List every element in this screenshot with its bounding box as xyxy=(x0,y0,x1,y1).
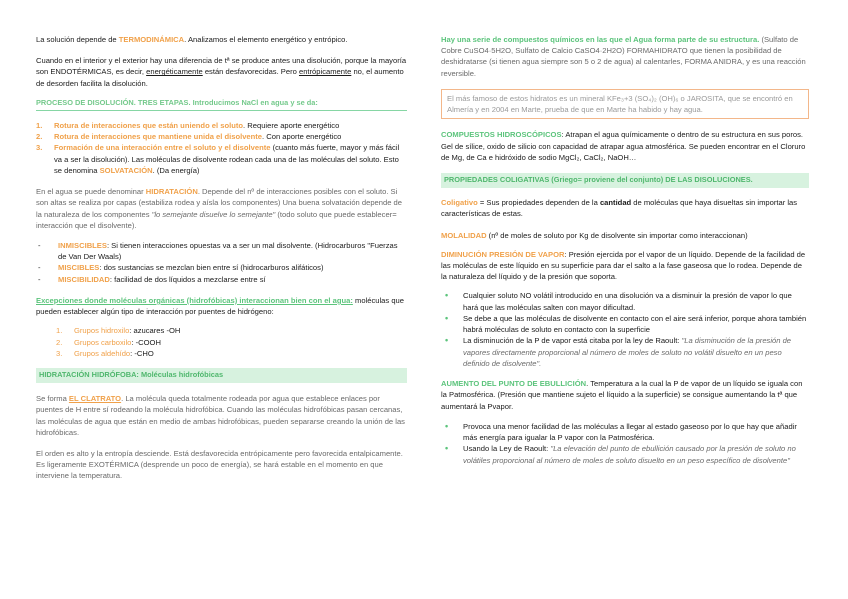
orden-paragraph: El orden es alto y la entropía desciende. Está desfavorecida entrópicamente pero favorecida entalpicamente. Es ligeramente EXOTÉRMICA (desprende un poco de energía), se hará estable en el momento en que interviene la temperatura. xyxy=(36,449,403,481)
list-item: 2. Grupos carboxilo: -COOH xyxy=(56,337,161,347)
molalidad-paragraph: MOLALIDAD (nº de moles de soluto por Kg de disolvente sin importar como interaccionan) xyxy=(441,230,748,240)
list-item: - INMISCIBLES: Si tienen interacciones opuestas va a ser un mal disolvente. (Hidrocarburos "Fuerzas de Van Der Waals) xyxy=(38,241,398,262)
jarosita-note-box: El más famoso de estos hidratos es un mineral KFe₃+3 (SO₄)₂ (OH)₆ o JAROSITA, que se encontró en Almería y en 2004 en Marte, prueba de que en Marte ha habido y hay agua. xyxy=(441,89,809,119)
higroscopicos-paragraph: COMPUESTOS HIDROSCÓPICOS: Atrapan el agua químicamente o dentro de su estructura en sus poros. Gel de sílice, oxido de silicio con capacidad de atrapar agua atmosférica. Se pueden encontrar en el Cloruro de Mg, de Ca e hidróxido de sodio MgCl₂, CaCl₂, NaOH… xyxy=(441,130,806,162)
grupos-list xyxy=(36,325,407,359)
list-item: - MISCIBILIDAD: facilidad de dos líquidos a mezclarse entre sí xyxy=(38,274,266,284)
ebullicion-paragraph: AUMENTO DEL PUNTO DE EBULLICIÓN. Temperatura a la cual la P de vapor de un líquido se iguala con la Patmosférica. (Presión que mantiene sujeto el líquido a la superficie) se consigue aumentando la tª que aumentará la Pvapor. xyxy=(441,379,803,411)
list-item: • Se debe a que las moléculas de disolvente en contacto con el aire será inferior, porque ahora también habrá moléculas de soluto en contacto con la superficie xyxy=(441,313,809,335)
left-column xyxy=(36,34,407,482)
list-item: • Provoca una menor facilidad de las moléculas a llegar al estado gaseoso por lo que hay que añadir más energía para igualar la P vapor con la Patmosférica. xyxy=(441,421,809,443)
coligativo-paragraph: Coligativo = Sus propiedades dependen de la cantidad de moléculas que haya disueltas sin importar las características de estas. xyxy=(441,198,798,219)
miscibility-list xyxy=(36,240,407,285)
list-item: 1. Grupos hidroxilo: azucares -OH xyxy=(56,326,181,336)
termodinamica-paragraph: La solución depende de TERMODINÁMICA. Analizamos el elemento energético y entrópico. xyxy=(36,35,348,44)
bullet-icon: • xyxy=(445,443,449,454)
list-item: • Cualquier soluto NO volátil introducido en una disolución va a disminuir la presión de vapor lo que hará que las moléculas salten con mayor dificultad. xyxy=(441,290,809,312)
excepciones-paragraph: Excepciones donde moléculas orgánicas (hidrofóbicas) interaccionan bien con el agua: moléculas que pueden establecer algún tipo de interacción por puentes de hidrógeno: xyxy=(36,295,404,317)
ebullicion-points-list xyxy=(441,421,809,466)
stage-item: 1. Rotura de interacciones que están uniendo el soluto. Requiere aporte energético xyxy=(36,120,340,130)
propiedades-coligativas-heading: PROPIEDADES COLIGATIVAS (Griego= proviene del conjunto) DE LAS DISOLUCIONES. xyxy=(441,173,809,188)
bullet-icon: • xyxy=(445,335,449,346)
presion-vapor-paragraph: DIMINUCIÓN PRESIÓN DE VAPOR: Presión ejercida por el vapor de un líquido. Depende de la facilidad de las moléculas de este líquido en su superficie para dar el salto a la fase gaseosa que lo rodea. Depende de la naturaleza del líquido y de la presión que soporta. xyxy=(441,249,806,282)
presion-points-list xyxy=(441,290,809,369)
clatrato-paragraph: Se forma EL CLATRATO. La molécula queda totalmente rodeada por agua que establece enlaces por puentes de H entre sí rodeando la molécula hidrofóbica. Cuando las moléculas hidrofóbicas pasan cercanas, las moléculas de agua que están en medio de ambas hidrofóbicas, pueden separarse creando la unión de las hidrofóbicas. xyxy=(36,394,405,437)
list-item: 3. Grupos aldehído: -CHO xyxy=(56,348,154,358)
hidratos-paragraph: Hay una serie de compuestos químicos en las que el Agua forma parte de su estructura. (Sulfato de Cobre CuSO4·5H2O, Sulfato de Calcio CaSO4·2H2O) FORMAHIDRATO que tienen la posibilidad de deshidratarse (si tienen agua siempre son 5 o 2 de agua) al calentarles, FORMA ANIDRA, y es una reacción reversible. xyxy=(441,35,806,78)
stage-item: 3. Formación de una interacción entre el soluto y el disolvente (cuanto más fuerte, mayor y más fácil va a ser la disolución). Las moléculas de disolvente rodean cada una de las moléculas del soluto. Esto se denomina SOLVATACIÓN. (Da energía) xyxy=(36,143,400,175)
hidratacion-paragraph: En el agua se puede denominar HIDRATACIÓN. Depende del nº de interacciones posibles con el soluto. Si son altas se realiza por capas (estabiliza rodea y aísla los componentes) Una buena solvatación depende de la naturaleza de los componentes "lo semejante disuelve lo semejante" (todo soluto que puede establecer= interacción que el disolvente). xyxy=(36,187,402,230)
list-item: - MISCIBLES: dos sustancias se mezclan bien entre sí (hidrocarburos alifáticos) xyxy=(38,263,324,273)
list-item: • La disminución de la P de vapor está citaba por la ley de Raoult: "La disminución de la presión de vapores directamente proporcional al número de moles de soluto no volátil disuelto en un peso definido de disolvente". xyxy=(441,335,809,369)
bullet-icon: • xyxy=(445,312,449,323)
endotermicas-paragraph: Cuando en el interior y el exterior hay una diferencia de tª se produce antes una disolución, porque la mayoría son ENDOTÉRMICAS, es decir, energéticamente están desfavorecidas. Pero entrópicamente no, el aumento de desorden facilita la disolución. xyxy=(36,56,407,88)
stages-list xyxy=(36,120,407,176)
hidratacion-hidrofoba-heading: HIDRATACIÓN HIDRÓFOBA: Moléculas hidrofóbicas xyxy=(36,368,407,383)
bullet-icon: • xyxy=(445,290,449,301)
proceso-disolucion-heading: PROCESO DE DISOLUCIÓN. TRES ETAPAS. Introducimos NaCl en agua y se da: xyxy=(36,98,407,111)
list-item: • Usando la Ley de Raoult: "La elevación del punto de ebullición causado por la presión de soluto no volátiles proporcional al número de moles de soluto disuelto en un peso específico de disolvente" xyxy=(441,443,809,465)
bullet-icon: • xyxy=(445,420,449,431)
stage-item: 2. Rotura de interacciones que mantiene unida el disolvente. Con aporte energético xyxy=(36,132,342,142)
right-column xyxy=(441,34,809,466)
